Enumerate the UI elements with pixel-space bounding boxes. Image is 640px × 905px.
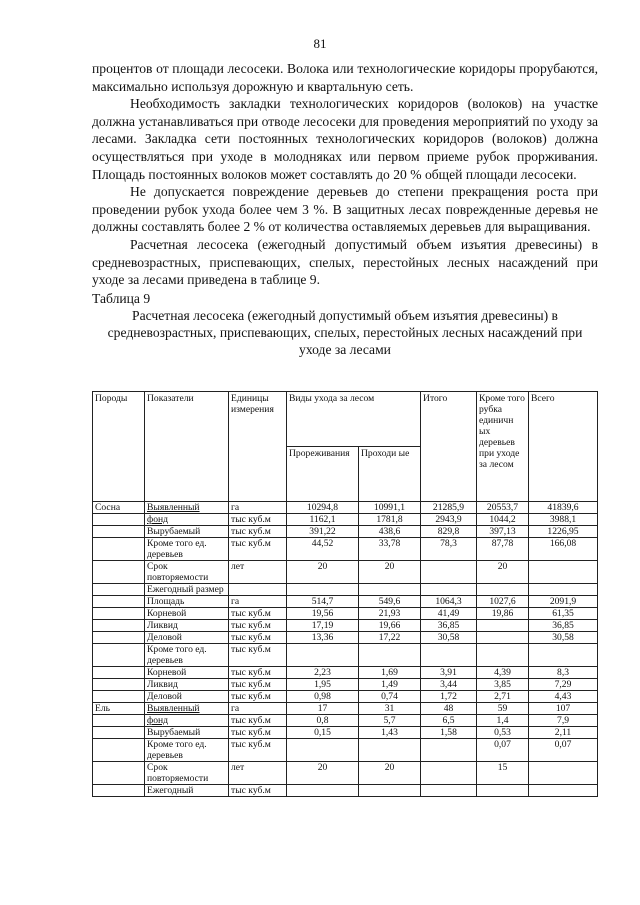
table-header-row xyxy=(93,392,598,447)
cell-breed xyxy=(93,667,145,679)
cell-breed xyxy=(93,727,145,739)
cell-value xyxy=(421,561,477,584)
cell-value: 0,98 xyxy=(287,691,359,703)
cell-value xyxy=(421,785,477,797)
cell-value: 13,36 xyxy=(287,632,359,644)
cell-value: 20 xyxy=(359,762,421,785)
cell-value: 30,58 xyxy=(421,632,477,644)
cell-indicator: Выявленный xyxy=(145,502,229,514)
paragraph: Необходимость закладки технологических коридоров (волоков) на участке должна устанавливаться при отводе лесосеки для проведения мероприятий по уходу за лесами. Закладка сети постоянных технологических коридоров (волоков) должна осуществляться при уходе в молодняках или первом приеме рубок прорживания. Площадь постоянных волоков может составлять до 20 % общей площади лесосеки. xyxy=(92,96,598,182)
cell-value: 59 xyxy=(477,703,529,715)
cell-value xyxy=(359,785,421,797)
cell-breed xyxy=(93,561,145,584)
cell-value: 1,4 xyxy=(477,715,529,727)
page-number: 81 xyxy=(313,36,327,51)
cell-value xyxy=(287,584,359,596)
header-except: Кроме того рубка единичн ых деревьев при уходе за лесом xyxy=(477,392,529,502)
cell-indicator: Площадь xyxy=(145,596,229,608)
header-thinning: Прореживания xyxy=(287,447,359,502)
cell-value: 0,15 xyxy=(287,727,359,739)
table-row xyxy=(93,502,598,514)
cell-indicator: фонд xyxy=(145,715,229,727)
cell-unit: лет xyxy=(229,561,287,584)
cell-value: 41839,6 xyxy=(529,502,598,514)
cell-breed xyxy=(93,679,145,691)
cell-value: 2,11 xyxy=(529,727,598,739)
cell-breed xyxy=(93,596,145,608)
cell-unit: тыс куб.м xyxy=(229,715,287,727)
cell-value: 41,49 xyxy=(421,608,477,620)
table-row xyxy=(93,608,598,620)
cell-value: 3988,1 xyxy=(529,514,598,526)
cell-value: 1,72 xyxy=(421,691,477,703)
cell-unit: тыс куб.м xyxy=(229,632,287,644)
cell-indicator: Кроме того ед. деревьев xyxy=(145,739,229,762)
cell-indicator: Вырубаемый xyxy=(145,526,229,538)
cell-value xyxy=(477,785,529,797)
cell-unit: тыс куб.м xyxy=(229,514,287,526)
cell-value: 397,13 xyxy=(477,526,529,538)
header-passage: Проходи ые xyxy=(359,447,421,502)
cell-value: 3,91 xyxy=(421,667,477,679)
header-total: Итого xyxy=(421,392,477,502)
header-all: Всего xyxy=(529,392,598,502)
paragraph: Расчетная лесосека (ежегодный допустимый объем изъятия древесины) в средневозрастных, приспевающих, спелых, перестойных лесных насаждений при уходе за лесами приведена в таблице 9. xyxy=(92,236,598,288)
table-caption: Расчетная лесосека (ежегодный допустимый объем изъятия древесины) в средневозрастных, приспевающих, спелых, перестойных лесных насаждений при уходе за лесами xyxy=(107,308,583,358)
cell-value xyxy=(421,584,477,596)
cell-value: 20 xyxy=(287,561,359,584)
cell-value xyxy=(421,644,477,667)
cell-value: 17 xyxy=(287,703,359,715)
cell-unit: тыс куб.м xyxy=(229,538,287,561)
cell-unit: га xyxy=(229,596,287,608)
cell-value: 0,74 xyxy=(359,691,421,703)
table-row xyxy=(93,727,598,739)
table-row xyxy=(93,632,598,644)
cell-value xyxy=(421,739,477,762)
cell-unit: тыс куб.м xyxy=(229,620,287,632)
cell-unit: тыс куб.м xyxy=(229,644,287,667)
cell-value: 1,49 xyxy=(359,679,421,691)
cell-indicator: Срок повторяемости xyxy=(145,561,229,584)
table-row xyxy=(93,762,598,785)
cell-unit: тыс куб.м xyxy=(229,667,287,679)
cell-value xyxy=(529,561,598,584)
cell-value: 1781,8 xyxy=(359,514,421,526)
cell-value: 1,58 xyxy=(421,727,477,739)
cell-breed xyxy=(93,715,145,727)
table-row xyxy=(93,667,598,679)
cell-value: 107 xyxy=(529,703,598,715)
cell-value: 2,23 xyxy=(287,667,359,679)
cell-value xyxy=(359,584,421,596)
cell-unit: тыс куб.м xyxy=(229,739,287,762)
cell-indicator: Ликвид xyxy=(145,679,229,691)
cell-breed xyxy=(93,584,145,596)
cell-value: 20553,7 xyxy=(477,502,529,514)
cell-value: 1,95 xyxy=(287,679,359,691)
cell-value: 61,35 xyxy=(529,608,598,620)
cell-value: 3,85 xyxy=(477,679,529,691)
cell-breed xyxy=(93,538,145,561)
table-row xyxy=(93,514,598,526)
cell-value: 2091,9 xyxy=(529,596,598,608)
cell-value xyxy=(287,739,359,762)
cell-value: 10991,1 xyxy=(359,502,421,514)
cell-value: 2943,9 xyxy=(421,514,477,526)
allowable-cut-table xyxy=(92,391,598,797)
cell-value: 36,85 xyxy=(421,620,477,632)
table-row xyxy=(93,679,598,691)
cell-value: 21285,9 xyxy=(421,502,477,514)
cell-indicator: фонд xyxy=(145,514,229,526)
table-row xyxy=(93,739,598,762)
cell-unit: га xyxy=(229,703,287,715)
cell-value: 7,29 xyxy=(529,679,598,691)
header-indicator: Показатели xyxy=(145,392,229,502)
cell-value: 0,53 xyxy=(477,727,529,739)
cell-value xyxy=(529,785,598,797)
cell-value: 87,78 xyxy=(477,538,529,561)
cell-value xyxy=(529,644,598,667)
cell-value: 1162,1 xyxy=(287,514,359,526)
table-row xyxy=(93,584,598,596)
cell-unit: га xyxy=(229,502,287,514)
cell-unit: тыс куб.м xyxy=(229,785,287,797)
table-row xyxy=(93,526,598,538)
cell-breed xyxy=(93,608,145,620)
cell-unit: тыс куб.м xyxy=(229,691,287,703)
table-row xyxy=(93,596,598,608)
table-body xyxy=(93,502,598,797)
cell-value xyxy=(359,644,421,667)
cell-value: 8,3 xyxy=(529,667,598,679)
cell-value: 549,6 xyxy=(359,596,421,608)
table-row xyxy=(93,691,598,703)
table-row xyxy=(93,703,598,715)
cell-breed xyxy=(93,526,145,538)
table-number: Таблица 9 xyxy=(92,290,151,306)
cell-breed xyxy=(93,691,145,703)
cell-value: 10294,8 xyxy=(287,502,359,514)
cell-value: 3,44 xyxy=(421,679,477,691)
table-row xyxy=(93,538,598,561)
cell-value: 44,52 xyxy=(287,538,359,561)
cell-breed xyxy=(93,632,145,644)
cell-value: 20 xyxy=(359,561,421,584)
cell-value xyxy=(529,584,598,596)
table-row xyxy=(93,561,598,584)
cell-unit: тыс куб.м xyxy=(229,727,287,739)
cell-value xyxy=(477,584,529,596)
cell-value: 0,07 xyxy=(529,739,598,762)
cell-indicator: Корневой xyxy=(145,608,229,620)
cell-value: 2,71 xyxy=(477,691,529,703)
paragraph: процентов от площади лесосеки. Волока или технологические коридоры прорубаются, максимально используя дорожную и квартальную сеть. xyxy=(92,61,598,94)
cell-breed xyxy=(93,785,145,797)
cell-value: 36,85 xyxy=(529,620,598,632)
cell-value: 391,22 xyxy=(287,526,359,538)
cell-value: 1,43 xyxy=(359,727,421,739)
cell-value: 1,69 xyxy=(359,667,421,679)
cell-value: 514,7 xyxy=(287,596,359,608)
header-breed: Породы xyxy=(93,392,145,502)
cell-unit xyxy=(229,584,287,596)
cell-indicator: Деловой xyxy=(145,691,229,703)
cell-value: 15 xyxy=(477,762,529,785)
cell-value xyxy=(529,762,598,785)
cell-value: 20 xyxy=(477,561,529,584)
cell-value: 5,7 xyxy=(359,715,421,727)
cell-value: 7,9 xyxy=(529,715,598,727)
cell-value xyxy=(287,785,359,797)
cell-indicator: Кроме того ед. деревьев xyxy=(145,644,229,667)
cell-indicator: Корневой xyxy=(145,667,229,679)
cell-value: 48 xyxy=(421,703,477,715)
cell-value: 4,43 xyxy=(529,691,598,703)
table-row xyxy=(93,644,598,667)
cell-value: 78,3 xyxy=(421,538,477,561)
cell-indicator: Ликвид xyxy=(145,620,229,632)
cell-value: 31 xyxy=(359,703,421,715)
cell-unit: тыс куб.м xyxy=(229,608,287,620)
table-row xyxy=(93,715,598,727)
cell-value: 21,93 xyxy=(359,608,421,620)
header-care-types: Виды ухода за лесом xyxy=(287,392,421,447)
cell-indicator: Кроме того ед. деревьев xyxy=(145,538,229,561)
cell-value xyxy=(477,620,529,632)
cell-value: 0,8 xyxy=(287,715,359,727)
cell-breed: Ель xyxy=(93,703,145,715)
cell-indicator: Ежегодный размер xyxy=(145,584,229,596)
cell-value: 17,22 xyxy=(359,632,421,644)
header-units: Единицы измерения xyxy=(229,392,287,502)
cell-value: 30,58 xyxy=(529,632,598,644)
cell-value: 6,5 xyxy=(421,715,477,727)
cell-value: 4,39 xyxy=(477,667,529,679)
cell-breed xyxy=(93,514,145,526)
cell-indicator: Вырубаемый xyxy=(145,727,229,739)
document-body xyxy=(92,60,598,358)
cell-value xyxy=(287,644,359,667)
cell-value: 20 xyxy=(287,762,359,785)
cell-value: 19,86 xyxy=(477,608,529,620)
cell-value xyxy=(477,644,529,667)
cell-value: 166,08 xyxy=(529,538,598,561)
cell-value: 17,19 xyxy=(287,620,359,632)
cell-value: 1226,95 xyxy=(529,526,598,538)
cell-value: 438,6 xyxy=(359,526,421,538)
cell-value: 33,78 xyxy=(359,538,421,561)
cell-breed xyxy=(93,739,145,762)
cell-value: 19,56 xyxy=(287,608,359,620)
table-row xyxy=(93,785,598,797)
cell-value: 1027,6 xyxy=(477,596,529,608)
cell-value: 1044,2 xyxy=(477,514,529,526)
cell-indicator: Срок повторяемости xyxy=(145,762,229,785)
cell-value: 19,66 xyxy=(359,620,421,632)
cell-unit: тыс куб.м xyxy=(229,526,287,538)
cell-value xyxy=(421,762,477,785)
cell-unit: тыс куб.м xyxy=(229,679,287,691)
cell-value xyxy=(359,739,421,762)
paragraph: Не допускается повреждение деревьев до степени прекращения роста при проведении рубок ухода более чем 3 %. В защитных лесах поврежденные деревья не должны составлять более 2 % от количества оставляемых деревьев для выращивания. xyxy=(92,184,598,235)
cell-value: 0,07 xyxy=(477,739,529,762)
cell-breed xyxy=(93,620,145,632)
cell-indicator: Ежегодный xyxy=(145,785,229,797)
cell-indicator: Деловой xyxy=(145,632,229,644)
cell-breed: Сосна xyxy=(93,502,145,514)
cell-breed xyxy=(93,644,145,667)
cell-value: 829,8 xyxy=(421,526,477,538)
cell-value xyxy=(477,632,529,644)
cell-breed xyxy=(93,762,145,785)
cell-value: 1064,3 xyxy=(421,596,477,608)
cell-indicator: Выявленный xyxy=(145,703,229,715)
cell-unit: лет xyxy=(229,762,287,785)
table-row xyxy=(93,620,598,632)
